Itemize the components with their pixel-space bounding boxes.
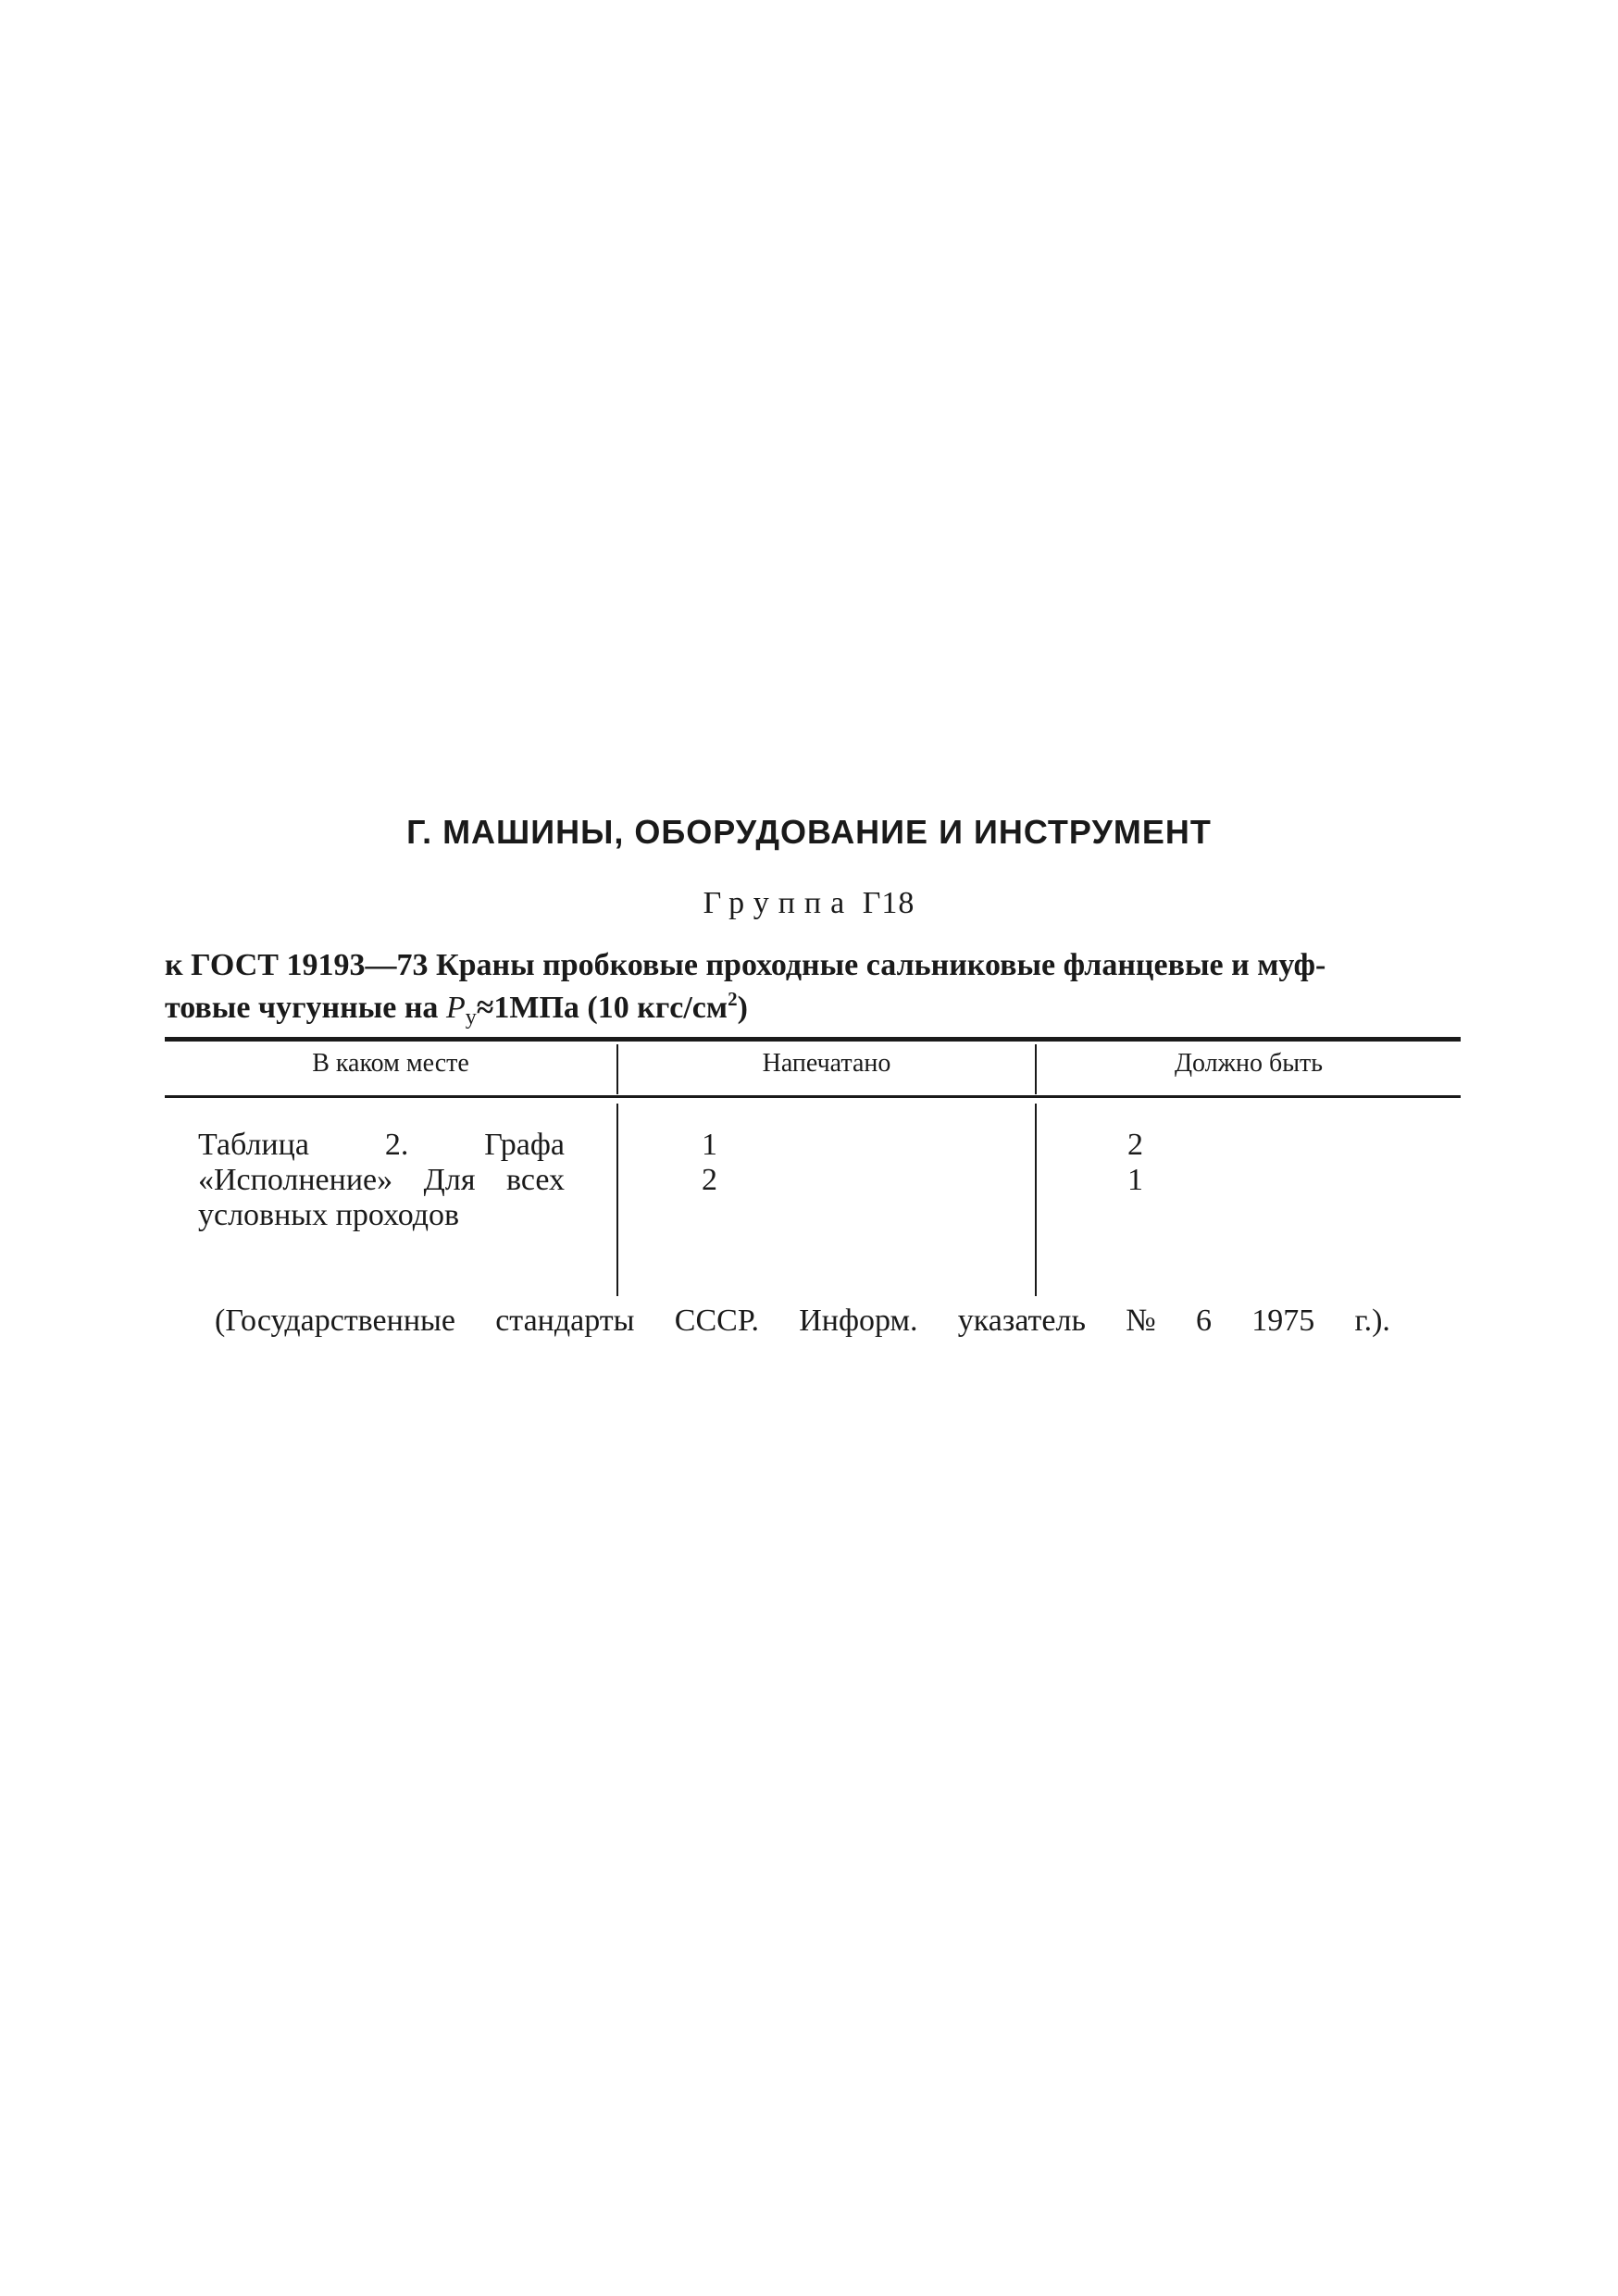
pressure-close-paren: ): [737, 991, 748, 1025]
header-should-be: Должно быть: [1174, 1049, 1324, 1078]
printed-value: 2: [702, 1163, 717, 1197]
where-line-2: [198, 1163, 565, 1198]
where-word: 2.: [384, 1128, 409, 1162]
pressure-subscript: у: [465, 1005, 477, 1029]
amendment-title-line-2: [165, 982, 1461, 1035]
header-printed: Напечатано: [762, 1049, 891, 1078]
footnote-word: (Государственные: [215, 1304, 455, 1338]
group-heading: [0, 886, 1618, 921]
section-title: Г. МАШИНЫ, ОБОРУДОВАНИЕ И ИНСТРУМЕНТ: [406, 813, 1212, 851]
printed-value: 1: [702, 1128, 717, 1162]
footnote-word: СССР.: [674, 1304, 759, 1338]
should-be-value: 1: [1127, 1163, 1143, 1197]
table-header-rule: [165, 1095, 1461, 1098]
where-word: Графа: [484, 1128, 565, 1162]
cell-where: [198, 1128, 565, 1233]
footnote-word: указатель: [957, 1304, 1086, 1338]
source-footnote: [215, 1304, 1390, 1339]
table-top-rule: [165, 1037, 1461, 1042]
body-divider-1: [616, 1104, 618, 1296]
where-line-1: [198, 1128, 565, 1163]
where-word: «Исполнение»: [198, 1163, 393, 1197]
header-where: В каком месте: [312, 1049, 469, 1078]
group-code: Г18: [862, 886, 915, 920]
footnote-word: 1975: [1251, 1304, 1315, 1338]
where-word: Для: [423, 1163, 476, 1197]
amendment-line2-start: товые чугунные на: [165, 991, 446, 1025]
pressure-value: ≈1МПа (10 кгс/см: [476, 991, 728, 1025]
should-be-value: 2: [1127, 1128, 1143, 1162]
amendment-title: [165, 948, 1461, 1035]
amendment-title-line-1: к ГОСТ 19193—73 Краны пробковые проходные сальниковые фланцевые и муф-: [165, 948, 1326, 982]
footnote-word: стандарты: [495, 1304, 635, 1338]
pressure-symbol: P: [445, 991, 466, 1025]
footnote-word: 6: [1195, 1304, 1212, 1338]
group-word: Группа: [703, 886, 854, 920]
footnote-word: Информ.: [799, 1304, 918, 1338]
where-word: всех: [505, 1163, 565, 1197]
footnote-word: №: [1126, 1304, 1156, 1338]
body-divider-2: [1035, 1104, 1037, 1296]
where-word: Таблица: [198, 1128, 309, 1162]
footnote-word: г.).: [1354, 1304, 1390, 1338]
unit-superscript: 2: [728, 988, 738, 1010]
where-line-3: условных проходов: [198, 1198, 460, 1232]
